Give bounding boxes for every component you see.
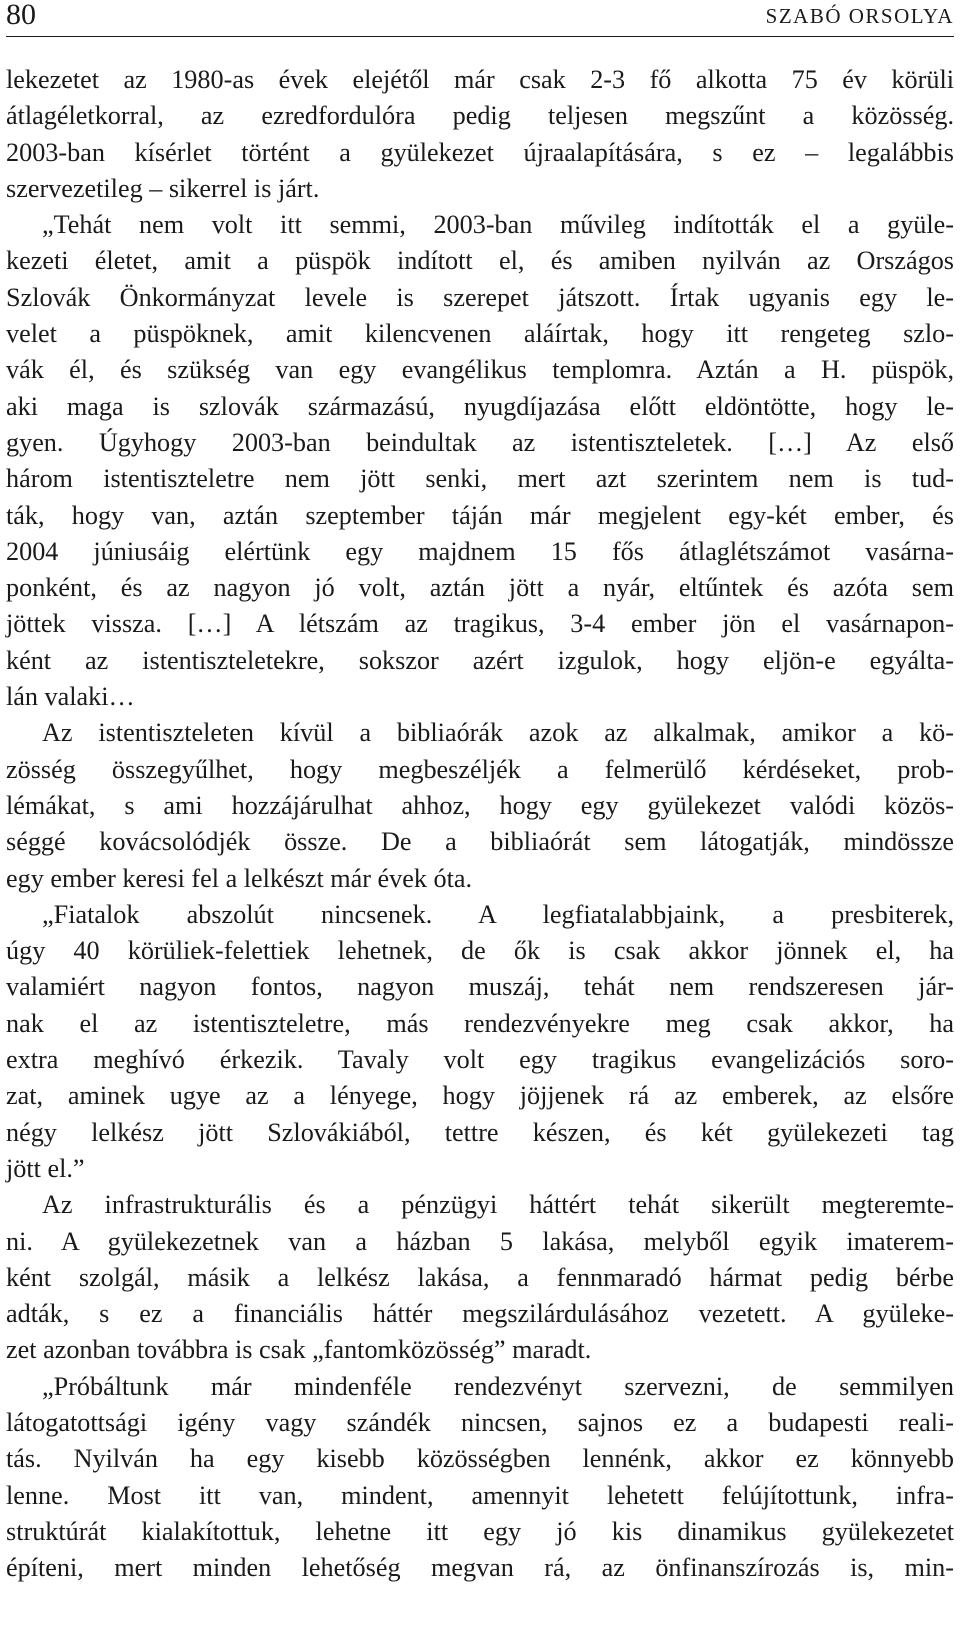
body-text	[6, 62, 954, 1586]
text-line: „Próbáltunk már mindenféle rendezvényt szervezni, de semmilyen	[42, 1371, 954, 1401]
text-line: valamiért nagyon fontos, nagyon muszáj, tehát nem rendszeresen jár-	[6, 972, 954, 1002]
text-line: adták, s ez a financiális háttér megszilárdulásához vezetett. A gyüleke-	[6, 1299, 954, 1329]
text-line: ponként, és az nagyon jó volt, aztán jött a nyár, eltűntek és azóta sem	[6, 573, 954, 603]
page-number: 80	[6, 0, 36, 31]
text-line: látogatottsági igény vagy szándék nincsen, sajnos ez a budapesti reali-	[6, 1407, 954, 1437]
text-line: négy lelkész jött Szlovákiából, tettre készen, és két gyülekezeti tag	[6, 1117, 954, 1147]
text-line: lenne. Most itt van, mindent, amennyit lehetett felújítottunk, infra-	[6, 1480, 954, 1510]
text-line: nak el az istentiszteletre, más rendezvényekre meg csak akkor, ha	[6, 1008, 954, 1038]
text-line: jött el.”	[6, 1153, 85, 1183]
running-head: SZABÓ ORSOLYA	[765, 4, 954, 28]
text-line: három istentiszteletre nem jött senki, mert azt szerintem nem is tud-	[6, 464, 954, 494]
text-line: velet a püspöknek, amit kilencvenen aláírtak, hogy itt rengeteg szlo-	[6, 319, 954, 349]
text-line: struktúrát kialakítottuk, lehetne itt egy jó kis dinamikus gyülekezetet	[6, 1516, 954, 1546]
text-line: vák él, és szükség van egy evangélikus templomra. Aztán a H. püspök,	[6, 355, 954, 385]
text-line: jöttek vissza. […] A létszám az tragikus, 3-4 ember jön el vasárnapon-	[6, 609, 954, 639]
text-line: gyen. Úgyhogy 2003-ban beindultak az istentiszteletek. […] Az első	[6, 427, 954, 457]
text-line: tás. Nyilván ha egy kisebb közösségben lennénk, akkor ez könnyebb	[6, 1444, 954, 1474]
text-line: ták, hogy van, aztán szeptember táján már megjelent egy-két ember, és	[6, 500, 954, 530]
text-line: 2003-ban kísérlet történt a gyülekezet újraalapítására, s ez – legalábbis	[6, 137, 954, 167]
text-line: „Tehát nem volt itt semmi, 2003-ban művileg indították el a gyüle-	[42, 210, 954, 240]
text-line: aki maga is szlovák származású, nyugdíjazása előtt eldöntötte, hogy le-	[6, 391, 954, 421]
text-line: séggé kovácsolódjék össze. De a bibliaórát sem látogatják, mindössze	[6, 827, 954, 857]
text-line: lekezetet az 1980-as évek elejétől már csak 2-3 fő alkotta 75 év körüli	[6, 65, 954, 94]
text-line: ni. A gyülekezetnek van a házban 5 lakása, melyből egyik imaterem-	[6, 1226, 954, 1256]
text-line: zet azonban továbbra is csak „fantomközösség” maradt.	[6, 1335, 592, 1365]
text-line: zösség összegyűlhet, hogy megbeszéljék a felmerülő kérdéseket, prob-	[6, 754, 954, 784]
page-header	[6, 0, 954, 37]
text-line: Az istentiszteleten kívül a bibliaórák azok az alkalmak, amikor a kö-	[42, 718, 954, 748]
text-line: egy ember keresi fel a lelkészt már évek óta.	[6, 863, 473, 893]
text-line: „Fiatalok abszolút nincsenek. A legfiatalabbjaink, a presbiterek,	[42, 899, 954, 929]
text-line: 2004 júniusáig elértünk egy majdnem 15 fős átlaglétszámot vasárna-	[6, 536, 954, 566]
text-line: Szlovák Önkormányzat levele is szerepet játszott. Írtak ugyanis egy le-	[6, 282, 954, 312]
text-line: átlagéletkorral, az ezredfordulóra pedig teljesen megszűnt a közösség.	[6, 101, 954, 131]
text-line: ként szolgál, másik a lelkész lakása, a fennmaradó hármat pedig bérbe	[6, 1262, 954, 1292]
text-line: építeni, mert minden lehetőség megvan rá, az önfinanszírozás is, min-	[6, 1553, 954, 1583]
text-line: úgy 40 körüliek-felettiek lehetnek, de ők is csak akkor jönnek el, ha	[6, 936, 954, 966]
text-line: lán valaki…	[6, 682, 135, 712]
text-line: Az infrastrukturális és a pénzügyi háttért tehát sikerült megteremte-	[42, 1190, 954, 1220]
text-line: zat, aminek ugye az a lényege, hogy jöjjenek rá az emberek, az elsőre	[6, 1081, 954, 1111]
text-line: extra meghívó érkezik. Tavaly volt egy tragikus evangelizációs soro-	[6, 1045, 954, 1075]
text-line: lémákat, s ami hozzájárulhat ahhoz, hogy egy gyülekezet valódi közös-	[6, 790, 954, 820]
text-line: ként az istentiszteletekre, sokszor azért izgulok, hogy eljön-e egyálta-	[6, 645, 954, 675]
text-line: kezeti életet, amit a püspök indított el, és amiben nyilván az Országos	[6, 246, 954, 276]
text-line: szervezetileg – sikerrel is járt.	[6, 173, 320, 203]
